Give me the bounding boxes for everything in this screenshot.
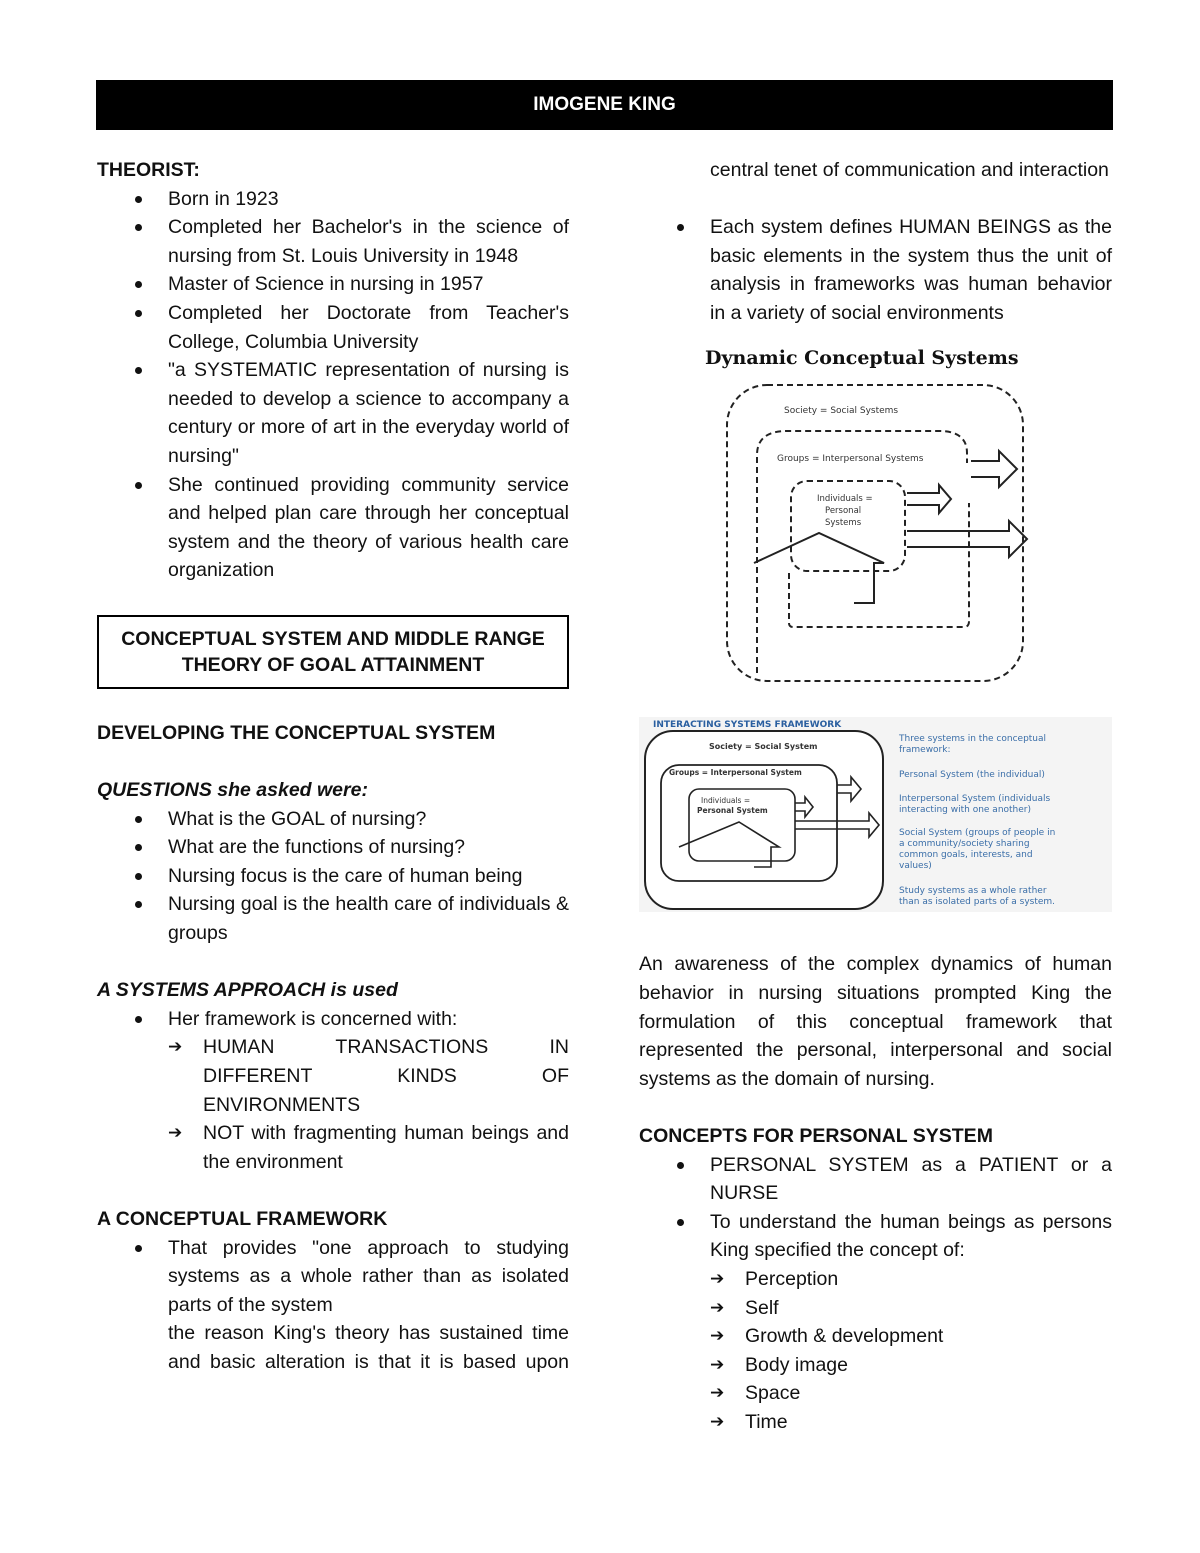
awareness-paragraph: An awareness of the complex dynamics of human behavior in nursing situations prompted King the formulation of this conceptual framework that represented the personal, interpersonal and social systems as the domain of nursing. <box>639 953 1112 1090</box>
list-item <box>710 156 1112 213</box>
groups-boundary-lower <box>789 503 969 627</box>
list-item: What are the functions of nursing? <box>168 833 569 862</box>
individual-label-2: Personal <box>825 506 862 517</box>
individual-label-1: Individuals = <box>817 494 873 505</box>
title-banner <box>96 80 1113 130</box>
sub-list-item: ➔ Growth & development <box>745 1322 1112 1351</box>
sub-list-item: ➔ Perception <box>745 1265 1112 1294</box>
figure-2-note-1: Three systems in the conceptual framework: <box>899 734 1047 756</box>
list-item: PERSONAL SYSTEM as a PATIENT or a NURSE <box>710 1151 1112 1208</box>
list-item-text: To understand the human beings as persons King specified the concept of: <box>710 1210 1112 1262</box>
up-arrow-icon <box>754 533 884 603</box>
personal-concepts-sublist <box>710 1265 1112 1437</box>
boxed-section-heading: CONCEPTUAL SYSTEM AND MIDDLE RANGE THEORY OF GOAL ATTAINMENT <box>97 615 569 689</box>
list-item <box>168 1005 569 1177</box>
personal-concepts-list <box>639 1151 1112 1437</box>
page-title: IMOGENE KING <box>533 94 676 115</box>
society-label: Society = Social System <box>709 742 818 752</box>
list-item: "a SYSTEMATIC representation of nursing is needed to develop a science to accompany a century or more of art in the everyday world of nursing" <box>168 356 569 470</box>
list-item: She continued providing community service and helped plan care through her conceptual system and the theory of various health care organization <box>168 471 569 585</box>
figure-2-title: INTERACTING SYSTEMS FRAMEWORK <box>653 720 842 731</box>
list-item: Born in 1923 <box>168 185 569 214</box>
figure-2-note-5: Study systems as a whole rather than as isolated parts of a system. <box>899 886 1056 908</box>
individual-label-1: Individuals = <box>701 796 751 806</box>
sub-list-item: ➔ Body image <box>745 1351 1112 1380</box>
theorist-heading: THEORIST: <box>97 159 200 181</box>
systems-approach-heading: A SYSTEMS APPROACH is used <box>97 979 398 1002</box>
society-circle <box>727 385 1023 681</box>
framework-list-continued <box>639 156 1112 327</box>
list-item: Nursing focus is the care of human being <box>168 862 569 891</box>
list-item: Completed her Bachelor's in the science of nursing from St. Louis University in 1948 <box>168 213 569 270</box>
list-item-text: Her framework is concerned with: <box>168 1007 458 1030</box>
sub-list-item: ➔ NOT with fragmenting human beings and the environment <box>203 1119 569 1176</box>
right-arrow-icon <box>907 521 1027 557</box>
right-arrow-icon <box>907 485 951 513</box>
questions-heading: QUESTIONS she asked were: <box>97 779 368 802</box>
left-column <box>97 156 569 1376</box>
right-column <box>639 156 1112 1436</box>
sub-list-item: ➔ Self <box>745 1294 1112 1323</box>
framework-heading: A CONCEPTUAL FRAMEWORK <box>97 1208 388 1230</box>
individual-label-2: Personal System <box>697 806 768 816</box>
list-item: Completed her Doctorate from Teacher's College, Columbia University <box>168 299 569 356</box>
framework-list <box>97 1234 569 1377</box>
figure-1-title: Dynamic Conceptual Systems <box>705 347 1019 370</box>
society-label: Society = Social Systems <box>784 406 899 417</box>
theorist-list <box>97 185 569 585</box>
list-item-text: central tenet of communication and interaction <box>710 159 1109 181</box>
list-item: That provides "one approach to studying systems as a whole rather than as isolated parts of the system <box>168 1234 569 1320</box>
list-item: Master of Science in nursing in 1957 <box>168 270 569 299</box>
questions-list <box>97 805 569 948</box>
groups-label: Groups = Interpersonal Systems <box>777 454 924 465</box>
list-item: What is the GOAL of nursing? <box>168 805 569 834</box>
systems-approach-sublist <box>168 1033 569 1176</box>
systems-approach-list <box>97 1005 569 1177</box>
sub-list-item: ➔ HUMAN TRANSACTIONS IN DIFFERENT KINDS OF ENVIRONMENTS <box>203 1033 569 1119</box>
groups-label: Groups = Interpersonal System <box>669 768 802 778</box>
figure-2-note-4: Social System (groups of people in a community/society sharing common goals, interests, and values) <box>899 828 1056 872</box>
figure-2-note-2: Personal System (the individual) <box>899 770 1045 781</box>
list-item-text: the reason King's theory has sustained time and basic alteration is that it is based upon <box>168 1322 569 1373</box>
interacting-systems-framework <box>639 717 1112 912</box>
list-item <box>710 1208 1112 1437</box>
individual-label-3: Systems <box>825 518 862 529</box>
figure-2-note-3: Interpersonal System (individuals interacting with one another) <box>899 794 1051 816</box>
right-arrow-icon <box>971 451 1017 487</box>
sub-list-item: ➔ Time <box>745 1408 1112 1437</box>
list-item: Each system defines HUMAN BEINGS as the basic elements in the system thus the unit of analysis in frameworks was human behavior in a variety of social environments <box>710 213 1112 327</box>
sub-list-item: ➔ Space <box>745 1379 1112 1408</box>
dynamic-systems-diagram <box>639 373 1112 713</box>
personal-concepts-heading: CONCEPTS FOR PERSONAL SYSTEM <box>639 1124 993 1147</box>
society-circle <box>645 731 883 909</box>
list-item: Nursing goal is the health care of individuals & groups <box>168 890 569 947</box>
list-item <box>168 1319 569 1376</box>
developing-heading: DEVELOPING THE CONCEPTUAL SYSTEM <box>97 721 496 744</box>
